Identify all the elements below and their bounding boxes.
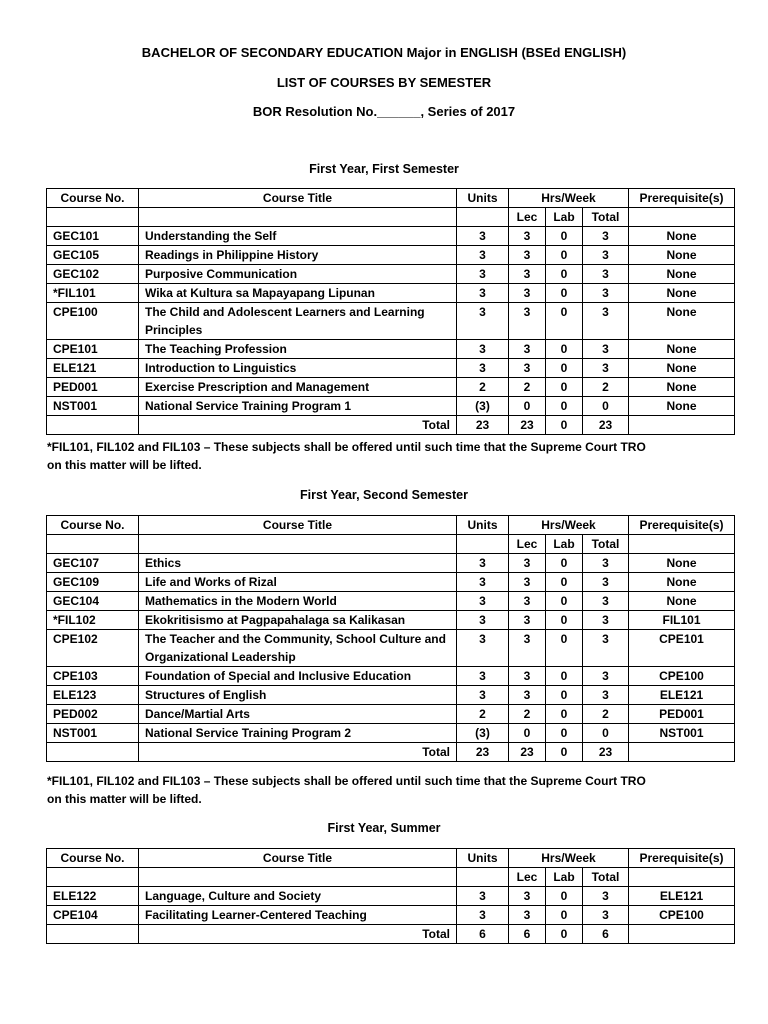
course-lec: 2 xyxy=(509,378,546,397)
course-table xyxy=(46,848,735,944)
course-prereq: None xyxy=(629,573,735,592)
document-subtitle: LIST OF COURSES BY SEMESTER xyxy=(276,75,492,90)
course-units: 3 xyxy=(457,227,509,246)
course-title: The Teacher and the Community, School Culture and Organizational Leadership xyxy=(139,630,457,667)
course-lec: 3 xyxy=(509,573,546,592)
course-title: Language, Culture and Society xyxy=(139,887,457,906)
course-total: 2 xyxy=(583,378,629,397)
course-no: CPE101 xyxy=(47,340,139,359)
course-no: PED001 xyxy=(47,378,139,397)
total-label: Total xyxy=(139,416,457,435)
footnote xyxy=(47,438,747,474)
total-lab: 0 xyxy=(546,743,583,762)
footnote xyxy=(47,772,747,808)
course-lab: 0 xyxy=(546,906,583,925)
course-units: 3 xyxy=(457,554,509,573)
document-title: BACHELOR OF SECONDARY EDUCATION Major in ENGLISH (BSEd ENGLISH) xyxy=(141,45,627,60)
semester-title: First Year, Second Semester xyxy=(300,488,468,502)
course-units: 3 xyxy=(457,340,509,359)
course-title: Ethics xyxy=(139,554,457,573)
course-total: 0 xyxy=(583,397,629,416)
header-lec: Lec xyxy=(509,535,546,554)
course-prereq: None xyxy=(629,592,735,611)
table-subheader-row xyxy=(47,208,735,227)
total-lec: 6 xyxy=(509,925,546,944)
course-lec: 0 xyxy=(509,724,546,743)
course-lec: 3 xyxy=(509,359,546,378)
course-units: 2 xyxy=(457,705,509,724)
blank-cell xyxy=(47,868,139,887)
header-lec: Lec xyxy=(509,208,546,227)
course-prereq: None xyxy=(629,265,735,284)
course-lab: 0 xyxy=(546,667,583,686)
course-prereq: None xyxy=(629,303,735,340)
semester-title: First Year, Summer xyxy=(327,821,441,835)
course-units: 3 xyxy=(457,667,509,686)
course-total: 3 xyxy=(583,265,629,284)
table-row xyxy=(47,265,735,284)
course-units: 3 xyxy=(457,906,509,925)
course-lec: 3 xyxy=(509,611,546,630)
course-title: Purposive Communication xyxy=(139,265,457,284)
course-total: 2 xyxy=(583,705,629,724)
course-units: 3 xyxy=(457,265,509,284)
total-row xyxy=(47,925,735,944)
course-title: Mathematics in the Modern World xyxy=(139,592,457,611)
course-lab: 0 xyxy=(546,378,583,397)
course-total: 3 xyxy=(583,611,629,630)
course-total: 3 xyxy=(583,906,629,925)
bor-resolution: BOR Resolution No.______, Series of 2017 xyxy=(252,104,516,119)
blank-cell xyxy=(629,208,735,227)
course-no: ELE122 xyxy=(47,887,139,906)
blank-cell xyxy=(139,208,457,227)
course-title: Facilitating Learner-Centered Teaching xyxy=(139,906,457,925)
course-no: NST001 xyxy=(47,397,139,416)
total-hours: 6 xyxy=(583,925,629,944)
table-row xyxy=(47,724,735,743)
footnote-line: on this matter will be lifted. xyxy=(47,458,202,472)
course-lec: 3 xyxy=(509,906,546,925)
header-lec: Lec xyxy=(509,868,546,887)
header-prerequisites: Prerequisite(s) xyxy=(629,189,735,208)
course-units: (3) xyxy=(457,397,509,416)
course-lab: 0 xyxy=(546,359,583,378)
footnote-line: *FIL101, FIL102 and FIL103 – These subjects shall be offered until such time that the Supreme Court TRO xyxy=(47,774,646,788)
course-title: Exercise Prescription and Management xyxy=(139,378,457,397)
course-total: 3 xyxy=(583,554,629,573)
course-lec: 2 xyxy=(509,705,546,724)
header-total: Total xyxy=(583,868,629,887)
blank-cell xyxy=(457,208,509,227)
header-course-no: Course No. xyxy=(47,516,139,535)
total-lab: 0 xyxy=(546,416,583,435)
course-total: 3 xyxy=(583,887,629,906)
course-units: 3 xyxy=(457,359,509,378)
total-lab: 0 xyxy=(546,925,583,944)
course-lab: 0 xyxy=(546,592,583,611)
course-title: National Service Training Program 2 xyxy=(139,724,457,743)
course-lab: 0 xyxy=(546,397,583,416)
course-no: GEC105 xyxy=(47,246,139,265)
course-prereq: None xyxy=(629,227,735,246)
course-lab: 0 xyxy=(546,340,583,359)
course-total: 3 xyxy=(583,592,629,611)
course-prereq: None xyxy=(629,284,735,303)
table-subheader-row xyxy=(47,535,735,554)
table-row xyxy=(47,906,735,925)
header-lab: Lab xyxy=(546,868,583,887)
course-no: *FIL102 xyxy=(47,611,139,630)
course-units: 3 xyxy=(457,592,509,611)
course-prereq: FIL101 xyxy=(629,611,735,630)
course-prereq: None xyxy=(629,340,735,359)
course-total: 3 xyxy=(583,686,629,705)
course-lec: 3 xyxy=(509,227,546,246)
course-prereq: ELE121 xyxy=(629,887,735,906)
total-lec: 23 xyxy=(509,743,546,762)
course-prereq: NST001 xyxy=(629,724,735,743)
course-lab: 0 xyxy=(546,303,583,340)
table-row xyxy=(47,705,735,724)
blank-cell xyxy=(629,416,735,435)
course-no: CPE102 xyxy=(47,630,139,667)
total-row xyxy=(47,743,735,762)
course-no: GEC109 xyxy=(47,573,139,592)
course-no: ELE121 xyxy=(47,359,139,378)
course-prereq: None xyxy=(629,359,735,378)
blank-cell xyxy=(457,868,509,887)
course-lec: 3 xyxy=(509,284,546,303)
course-total: 3 xyxy=(583,340,629,359)
table-row xyxy=(47,554,735,573)
course-lec: 3 xyxy=(509,686,546,705)
course-title: Wika at Kultura sa Mapayapang Lipunan xyxy=(139,284,457,303)
course-lec: 3 xyxy=(509,630,546,667)
course-lab: 0 xyxy=(546,227,583,246)
course-title: National Service Training Program 1 xyxy=(139,397,457,416)
header-course-no: Course No. xyxy=(47,849,139,868)
table-row xyxy=(47,340,735,359)
course-units: 3 xyxy=(457,630,509,667)
course-units: 3 xyxy=(457,246,509,265)
table-row xyxy=(47,573,735,592)
total-hours: 23 xyxy=(583,743,629,762)
course-title: The Teaching Profession xyxy=(139,340,457,359)
course-lec: 3 xyxy=(509,554,546,573)
table-row xyxy=(47,630,735,667)
course-no: GEC107 xyxy=(47,554,139,573)
course-no: GEC104 xyxy=(47,592,139,611)
course-prereq: PED001 xyxy=(629,705,735,724)
header-course-no: Course No. xyxy=(47,189,139,208)
header-lab: Lab xyxy=(546,208,583,227)
table-row xyxy=(47,611,735,630)
table-row xyxy=(47,592,735,611)
total-label: Total xyxy=(139,743,457,762)
blank-cell xyxy=(47,416,139,435)
course-units: 3 xyxy=(457,887,509,906)
course-lec: 3 xyxy=(509,887,546,906)
course-lab: 0 xyxy=(546,887,583,906)
header-total: Total xyxy=(583,208,629,227)
header-total: Total xyxy=(583,535,629,554)
table-row xyxy=(47,667,735,686)
blank-cell xyxy=(139,535,457,554)
course-total: 3 xyxy=(583,284,629,303)
course-lec: 3 xyxy=(509,340,546,359)
course-prereq: ELE121 xyxy=(629,686,735,705)
course-lab: 0 xyxy=(546,284,583,303)
course-prereq: CPE100 xyxy=(629,667,735,686)
course-lab: 0 xyxy=(546,246,583,265)
course-lab: 0 xyxy=(546,630,583,667)
table-subheader-row xyxy=(47,868,735,887)
header-prerequisites: Prerequisite(s) xyxy=(629,516,735,535)
course-total: 3 xyxy=(583,667,629,686)
course-no: GEC101 xyxy=(47,227,139,246)
course-total: 3 xyxy=(583,227,629,246)
header-course-title: Course Title xyxy=(139,516,457,535)
blank-cell xyxy=(47,925,139,944)
course-title: Structures of English xyxy=(139,686,457,705)
header-units: Units xyxy=(457,849,509,868)
table-row xyxy=(47,378,735,397)
course-total: 3 xyxy=(583,573,629,592)
course-units: 2 xyxy=(457,378,509,397)
table-row xyxy=(47,686,735,705)
total-label: Total xyxy=(139,925,457,944)
course-lab: 0 xyxy=(546,265,583,284)
course-title: Readings in Philippine History xyxy=(139,246,457,265)
course-total: 3 xyxy=(583,246,629,265)
course-no: CPE104 xyxy=(47,906,139,925)
course-lec: 3 xyxy=(509,667,546,686)
course-prereq: CPE100 xyxy=(629,906,735,925)
course-lab: 0 xyxy=(546,724,583,743)
total-units: 6 xyxy=(457,925,509,944)
course-title: Understanding the Self xyxy=(139,227,457,246)
course-lab: 0 xyxy=(546,705,583,724)
header-units: Units xyxy=(457,516,509,535)
course-lec: 3 xyxy=(509,303,546,340)
course-title: Introduction to Linguistics xyxy=(139,359,457,378)
course-no: PED002 xyxy=(47,705,139,724)
table-row xyxy=(47,227,735,246)
table-row xyxy=(47,303,735,340)
course-title: Dance/Martial Arts xyxy=(139,705,457,724)
course-lec: 3 xyxy=(509,246,546,265)
course-lab: 0 xyxy=(546,611,583,630)
course-no: CPE103 xyxy=(47,667,139,686)
course-title: Ekokritisismo at Pagpapahalaga sa Kalikasan xyxy=(139,611,457,630)
table-header-row xyxy=(47,516,735,535)
table-row xyxy=(47,246,735,265)
course-units: 3 xyxy=(457,284,509,303)
course-total: 3 xyxy=(583,630,629,667)
course-prereq: CPE101 xyxy=(629,630,735,667)
total-lec: 23 xyxy=(509,416,546,435)
blank-cell xyxy=(47,208,139,227)
course-no: *FIL101 xyxy=(47,284,139,303)
blank-cell xyxy=(47,743,139,762)
course-title: Foundation of Special and Inclusive Education xyxy=(139,667,457,686)
course-no: NST001 xyxy=(47,724,139,743)
total-hours: 23 xyxy=(583,416,629,435)
header-units: Units xyxy=(457,189,509,208)
total-units: 23 xyxy=(457,416,509,435)
course-prereq: None xyxy=(629,554,735,573)
course-prereq: None xyxy=(629,246,735,265)
table-row xyxy=(47,887,735,906)
table-row xyxy=(47,397,735,416)
footnote-line: on this matter will be lifted. xyxy=(47,792,202,806)
course-lec: 3 xyxy=(509,592,546,611)
semester-title: First Year, First Semester xyxy=(309,162,459,176)
course-units: 3 xyxy=(457,303,509,340)
course-units: 3 xyxy=(457,686,509,705)
blank-cell xyxy=(629,925,735,944)
blank-cell xyxy=(457,535,509,554)
course-total: 3 xyxy=(583,303,629,340)
header-prerequisites: Prerequisite(s) xyxy=(629,849,735,868)
course-total: 0 xyxy=(583,724,629,743)
table-row xyxy=(47,284,735,303)
course-no: CPE100 xyxy=(47,303,139,340)
course-units: 3 xyxy=(457,573,509,592)
course-lab: 0 xyxy=(546,554,583,573)
course-prereq: None xyxy=(629,378,735,397)
header-hrs-week: Hrs/Week xyxy=(509,189,629,208)
course-units: 3 xyxy=(457,611,509,630)
course-total: 3 xyxy=(583,359,629,378)
footnote-line: *FIL101, FIL102 and FIL103 – These subjects shall be offered until such time that the Supreme Court TRO xyxy=(47,440,646,454)
course-units: (3) xyxy=(457,724,509,743)
course-prereq: None xyxy=(629,397,735,416)
header-hrs-week: Hrs/Week xyxy=(509,516,629,535)
blank-cell xyxy=(629,868,735,887)
header-hrs-week: Hrs/Week xyxy=(509,849,629,868)
course-lec: 0 xyxy=(509,397,546,416)
course-table xyxy=(46,188,735,435)
course-lab: 0 xyxy=(546,573,583,592)
course-no: ELE123 xyxy=(47,686,139,705)
course-title: Life and Works of Rizal xyxy=(139,573,457,592)
course-lec: 3 xyxy=(509,265,546,284)
course-lab: 0 xyxy=(546,686,583,705)
header-course-title: Course Title xyxy=(139,189,457,208)
blank-cell xyxy=(139,868,457,887)
table-header-row xyxy=(47,849,735,868)
header-lab: Lab xyxy=(546,535,583,554)
table-header-row xyxy=(47,189,735,208)
course-no: GEC102 xyxy=(47,265,139,284)
header-course-title: Course Title xyxy=(139,849,457,868)
table-row xyxy=(47,359,735,378)
blank-cell xyxy=(47,535,139,554)
course-title: The Child and Adolescent Learners and Learning Principles xyxy=(139,303,457,340)
total-row xyxy=(47,416,735,435)
total-units: 23 xyxy=(457,743,509,762)
course-table xyxy=(46,515,735,762)
blank-cell xyxy=(629,535,735,554)
blank-cell xyxy=(629,743,735,762)
